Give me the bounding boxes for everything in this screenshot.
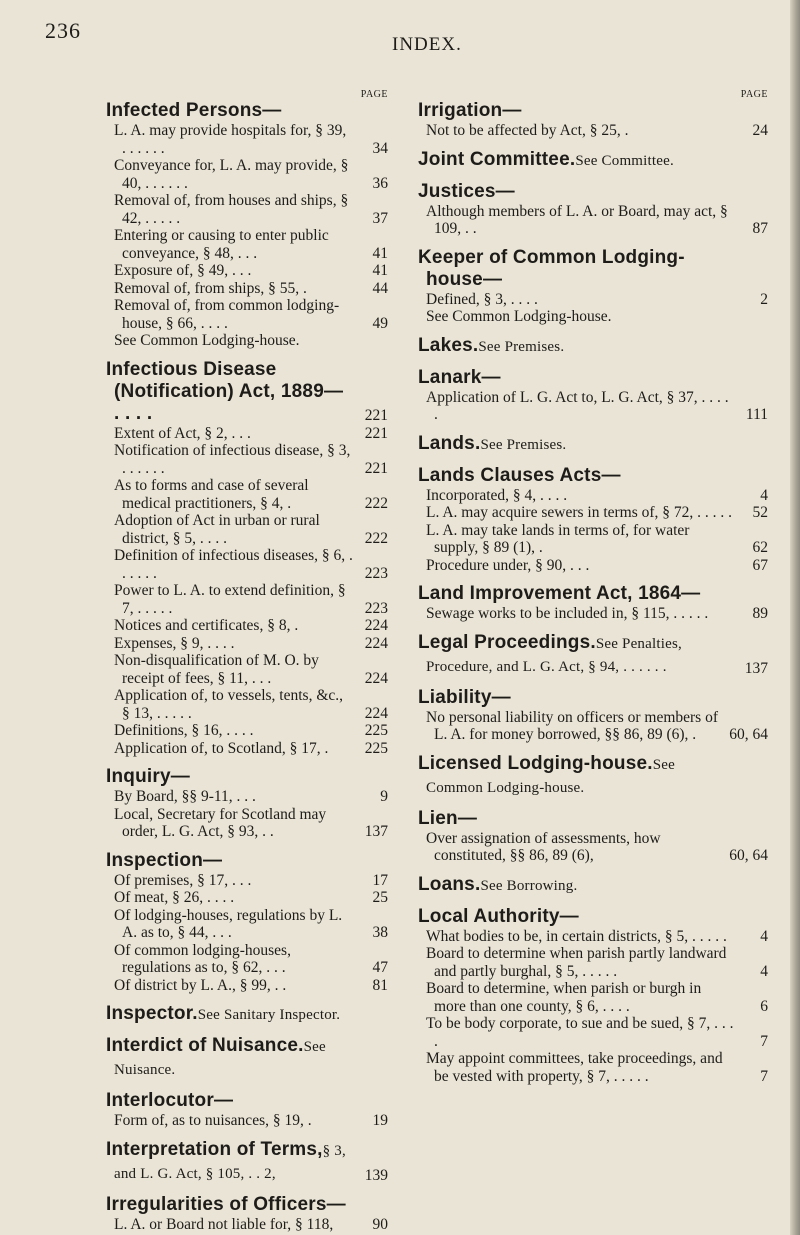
index-heading-line xyxy=(418,874,768,897)
index-heading: Lands.See Premises. xyxy=(418,432,567,454)
index-heading: Infectious Disease (Notification) Act, 1889— . . . . xyxy=(106,358,344,424)
sub-entry xyxy=(418,928,768,946)
index-entry xyxy=(418,574,768,623)
sub-entry xyxy=(106,192,388,227)
index-heading-line xyxy=(418,367,768,389)
sub-entry-text: Expenses, § 9, . . . . xyxy=(114,634,235,652)
page-reference: 223 xyxy=(364,599,388,617)
index-heading: Keeper of Common Lodging-house— xyxy=(418,246,685,290)
page-reference: 4 xyxy=(760,486,768,504)
page-reference: 4 xyxy=(760,962,768,980)
page-reference: 221 xyxy=(364,407,388,424)
sub-entry-text: May appoint committees, take proceedings, and be vested with property, § 7, . . . . . xyxy=(426,1050,723,1085)
page-reference: 2 xyxy=(760,290,768,308)
sub-entry-text: Over assignation of assessments, how constituted, §§ 86, 89 (6), xyxy=(426,829,661,864)
page-reference: 7 xyxy=(760,1032,768,1050)
index-entry xyxy=(418,424,768,456)
page-reference: 224 xyxy=(364,669,388,687)
sub-entry xyxy=(418,522,768,557)
index-entry xyxy=(418,326,768,358)
page-reference: 224 xyxy=(364,634,388,652)
index-entry xyxy=(418,678,768,744)
index-heading-line xyxy=(106,1003,388,1026)
index-heading: Lands Clauses Acts— xyxy=(418,464,621,486)
sub-entry-text: Conveyance for, L. A. may provide, § 40, . . . . . . xyxy=(114,157,349,192)
index-heading-line xyxy=(418,335,768,358)
cross-reference: See Penalties, Procedure, and L. G. Act, § 94, . . . . . . xyxy=(426,635,682,675)
index-entry xyxy=(106,841,388,995)
page-reference: 87 xyxy=(752,220,768,237)
page-reference: 24 xyxy=(752,122,768,139)
sub-entry xyxy=(106,617,388,635)
index-heading: Local Authority— xyxy=(418,905,579,927)
sub-entry xyxy=(418,487,768,505)
page-reference: 34 xyxy=(372,139,388,157)
index-column-left xyxy=(106,86,388,1233)
page-reference: 225 xyxy=(364,739,388,757)
index-heading: Lakes.See Premises. xyxy=(418,334,565,356)
sub-entry xyxy=(418,203,768,238)
index-entry xyxy=(106,350,388,758)
sub-entry-text: Sewage works to be included in, § 115, . . . . . xyxy=(426,605,709,622)
sub-entry-text: Removal of, from common lodging-house, § 66, . . . . xyxy=(114,297,340,332)
sub-entry xyxy=(106,477,388,512)
index-heading-line xyxy=(106,1194,388,1216)
page-reference: 67 xyxy=(752,556,768,574)
page-reference: 41 xyxy=(372,262,388,279)
sub-entry-text: Notification of infectious disease, § 3, . . . . . . xyxy=(114,442,351,477)
page-reference: 137 xyxy=(364,823,388,840)
index-heading-line xyxy=(418,181,768,203)
index-heading: Land Improvement Act, 1864— xyxy=(418,583,701,604)
sub-entry-text: Definition of infectious diseases, § 6, . . . . . . xyxy=(114,547,353,582)
sub-entry-text: See Common Lodging-house. xyxy=(426,308,612,325)
sub-entry-text: Of common lodging-houses, regulations as to, § 62, . . . xyxy=(114,941,291,976)
index-heading-line xyxy=(418,632,768,678)
index-entry xyxy=(106,1026,388,1081)
cross-reference: See Common Lodging-house. xyxy=(426,756,675,796)
cross-reference: See Committee. xyxy=(575,152,674,169)
index-heading-line xyxy=(418,906,768,928)
page-reference: 225 xyxy=(364,722,388,739)
index-heading: Inquiry— xyxy=(106,766,190,787)
index-entry xyxy=(418,140,768,172)
sub-entry-text: To be body corporate, to sue and be sued, § 7, . . . . xyxy=(426,1015,734,1050)
index-column-right xyxy=(418,86,768,1085)
sub-entry xyxy=(106,512,388,547)
sub-entry-text: L. A. may provide hospitals for, § 39, . . . . . . xyxy=(114,122,347,157)
index-heading: Loans.See Borrowing. xyxy=(418,873,578,895)
index-entry xyxy=(106,1130,388,1185)
index-entry xyxy=(106,1081,388,1130)
page-reference: 89 xyxy=(752,605,768,622)
sub-entry xyxy=(418,557,768,575)
page-reference: 222 xyxy=(364,494,388,512)
sub-entry xyxy=(106,977,388,995)
sub-entry xyxy=(106,1112,388,1130)
index-heading-line xyxy=(418,100,768,122)
sub-entry xyxy=(418,605,768,623)
sub-entry-text: Notices and certificates, § 8, . xyxy=(114,617,299,634)
sub-entry-text: Of lodging-houses, regulations by L. A. as to, § 44, . . . xyxy=(114,906,343,941)
sub-entry xyxy=(106,652,388,687)
sub-entry-text: Non-disqualification of M. O. by receipt of fees, § 11, . . . xyxy=(114,652,319,687)
page-reference: 7 xyxy=(760,1067,768,1085)
sub-entry-text: Board to determine when parish partly landward and partly burghal, § 5, . . . . . xyxy=(426,945,727,980)
sub-entry-text: Incorporated, § 4, . . . . xyxy=(426,486,568,504)
running-head: INDEX. xyxy=(392,34,462,55)
page-reference: 47 xyxy=(372,959,388,976)
index-heading: Lien— xyxy=(418,807,478,829)
sub-entry xyxy=(106,332,388,350)
sub-entry xyxy=(418,1015,768,1050)
sub-entry-text: Board to determine, when parish or burgh in more than one county, § 6, . . . . xyxy=(426,980,702,1015)
index-entry xyxy=(418,238,768,326)
sub-entry xyxy=(106,907,388,942)
page-reference: 222 xyxy=(364,529,388,547)
sub-entry xyxy=(418,291,768,309)
index-heading: Irrigation— xyxy=(418,100,522,121)
index-entry xyxy=(418,799,768,865)
sub-entry-text: Of district by L. A., § 99, . . xyxy=(114,976,287,994)
index-heading-line xyxy=(418,433,768,456)
sub-entry-text: Entering or causing to enter public conveyance, § 48, . . . xyxy=(114,227,329,262)
cross-reference: See Sanitary Inspector. xyxy=(197,1007,341,1023)
page-reference: 38 xyxy=(372,924,388,941)
sub-entry xyxy=(106,687,388,722)
page-reference: 224 xyxy=(364,617,388,634)
page-reference: 19 xyxy=(372,1112,388,1129)
index-heading-line xyxy=(106,1090,388,1112)
sub-entry xyxy=(106,635,388,653)
page-reference: 223 xyxy=(364,564,388,582)
sub-entry-text: Local, Secretary for Scotland may order, L. G. Act, § 93, . . xyxy=(114,805,327,840)
index-entry xyxy=(418,456,768,575)
page-reference: 60, 64 xyxy=(729,726,768,743)
sub-entry-text: See Common Lodging-house. xyxy=(114,332,300,349)
sub-entry xyxy=(418,122,768,140)
sub-entry xyxy=(106,582,388,617)
sub-entry xyxy=(418,945,768,980)
sub-entry-text: Although members of L. A. or Board, may act, § 109, . . xyxy=(426,202,728,237)
page-reference: 9 xyxy=(380,788,388,805)
page-column-label: PAGE xyxy=(360,89,388,100)
sub-entry xyxy=(106,889,388,907)
sub-entry-text: What bodies to be, in certain districts, § 5, . . . . . xyxy=(426,927,727,945)
cross-reference: See Borrowing. xyxy=(480,877,578,894)
index-heading-line xyxy=(106,100,388,122)
sub-entry-text: L. A. or Board not liable for, § 118, xyxy=(114,1215,334,1233)
page-reference: 137 xyxy=(744,660,768,677)
sub-entry xyxy=(106,1216,388,1234)
cross-reference: See Premises. xyxy=(478,338,565,355)
sub-entry xyxy=(106,425,388,443)
index-heading-line xyxy=(418,247,768,291)
cross-reference: § 3, and L. G. Act, § 105, . . 2, xyxy=(114,1142,346,1182)
sub-entry xyxy=(106,280,388,298)
index-entry xyxy=(418,897,768,1086)
index-entry xyxy=(106,994,388,1026)
index-heading: Joint Committee.See Committee. xyxy=(418,148,674,170)
sub-entry xyxy=(418,709,768,744)
sub-entry-text: Exposure of, § 49, . . . xyxy=(114,262,252,279)
sub-entry-text: Not to be affected by Act, § 25, . xyxy=(426,122,629,139)
sub-entry-text: Application of L. G. Act to, L. G. Act, § 37, . . . . . xyxy=(426,388,729,423)
page-reference: 139 xyxy=(364,1167,388,1184)
index-entry xyxy=(418,865,768,897)
sub-entry xyxy=(106,788,388,806)
index-heading-line xyxy=(418,149,768,172)
index-heading: Licensed Lodging-house.See Common Lodging-house. xyxy=(418,752,675,796)
page-reference: 111 xyxy=(745,406,768,423)
sub-entry xyxy=(106,806,388,841)
index-entry xyxy=(418,623,768,678)
index-heading: Interpretation of Terms,§ 3, and L. G. Act, § 105, . . 2, xyxy=(106,1138,346,1182)
page-reference: 62 xyxy=(752,539,768,556)
index-heading: Inspection— xyxy=(106,849,223,871)
index-heading-line xyxy=(106,1035,388,1081)
sub-entry-text: By Board, §§ 9-11, . . . xyxy=(114,788,256,805)
sub-entry-text: No personal liability on officers or members of L. A. for money borrowed, §§ 86, 89 (6), . xyxy=(426,708,718,743)
page-reference: 224 xyxy=(364,704,388,722)
sub-entry-text: Extent of Act, § 2, . . . xyxy=(114,424,251,442)
sub-entry xyxy=(106,740,388,758)
index-heading: Irregularities of Officers— xyxy=(106,1193,346,1215)
index-heading-line xyxy=(106,850,388,872)
page-reference: 90 xyxy=(372,1215,388,1233)
sub-entry xyxy=(106,872,388,890)
sub-entry-text: Adoption of Act in urban or rural district, § 5, . . . . xyxy=(114,512,320,547)
index-entry xyxy=(418,744,768,799)
sub-entry xyxy=(418,830,768,865)
page-reference: 25 xyxy=(372,889,388,906)
cross-reference: See Premises. xyxy=(480,436,567,453)
page-reference: 49 xyxy=(372,314,388,332)
sub-entry xyxy=(106,262,388,280)
index-heading-line xyxy=(418,465,768,487)
page-reference: 4 xyxy=(760,927,768,945)
index-heading: Inspector.See Sanitary Inspector. xyxy=(106,1003,341,1024)
sub-entry xyxy=(418,1050,768,1085)
page-reference: 81 xyxy=(372,976,388,994)
sub-entry xyxy=(418,308,768,326)
sub-entry-text: Application of, to Scotland, § 17, . xyxy=(114,739,329,757)
page-reference: 221 xyxy=(364,424,388,442)
page-reference: 221 xyxy=(364,459,388,477)
sub-entry-text: Defined, § 3, . . . . xyxy=(426,290,538,308)
page-reference: 17 xyxy=(372,871,388,889)
sub-entry-text: Application of, to vessels, tents, &c., § 13, . . . . . xyxy=(114,687,344,722)
sub-entry-text: Form of, as to nuisances, § 19, . xyxy=(114,1112,312,1129)
sub-entry xyxy=(106,157,388,192)
sub-entry-text: Definitions, § 16, . . . . xyxy=(114,722,254,739)
index-heading-line xyxy=(418,753,768,799)
index-heading: Interlocutor— xyxy=(106,1090,234,1111)
sub-entry xyxy=(418,389,768,424)
sub-entry-text: As to forms and case of several medical practitioners, § 4, . xyxy=(114,477,309,512)
page-reference: 37 xyxy=(372,209,388,227)
index-entry xyxy=(418,358,768,424)
sub-entry-text: L. A. may take lands in terms of, for water supply, § 89 (1), . xyxy=(426,521,690,556)
index-heading-line xyxy=(106,359,388,425)
sub-entry xyxy=(418,980,768,1015)
index-entry xyxy=(106,100,388,350)
index-heading-line xyxy=(418,583,768,605)
page-column-label: PAGE xyxy=(740,89,768,100)
sub-entry xyxy=(106,122,388,157)
index-heading-line xyxy=(418,687,768,709)
sub-entry-text: Removal of, from ships, § 55, . xyxy=(114,279,307,297)
sub-entry-text: Procedure under, § 90, . . . xyxy=(426,556,590,574)
index-heading-line xyxy=(106,766,388,788)
page-reference: 60, 64 xyxy=(729,847,768,864)
sub-entry-text: Of premises, § 17, . . . xyxy=(114,871,252,889)
index-heading: Lanark— xyxy=(418,366,501,388)
index-entry xyxy=(106,1185,388,1234)
index-heading: Infected Persons— xyxy=(106,100,282,121)
index-heading: Justices— xyxy=(418,180,515,202)
index-entry xyxy=(418,100,768,140)
page-reference: 44 xyxy=(372,279,388,297)
page-edge-shadow xyxy=(790,0,800,1235)
index-heading-line xyxy=(418,808,768,830)
index-entry xyxy=(106,757,388,841)
sub-entry-text: Power to L. A. to extend definition, § 7, . . . . . xyxy=(114,582,346,617)
page-number: 236 xyxy=(45,18,81,43)
sub-entry xyxy=(106,297,388,332)
sub-entry-text: L. A. may acquire sewers in terms of, § 72, . . . . . xyxy=(426,504,733,521)
index-entry xyxy=(418,172,768,238)
sub-entry xyxy=(106,442,388,477)
sub-entry-text: Of meat, § 26, . . . . xyxy=(114,889,235,906)
index-heading: Interdict of Nuisance.See Nuisance. xyxy=(106,1035,326,1078)
page-reference: 52 xyxy=(752,504,768,521)
sub-entry xyxy=(106,722,388,740)
sub-entry xyxy=(106,942,388,977)
page-reference: 6 xyxy=(760,997,768,1015)
page-reference: 36 xyxy=(372,174,388,192)
page-reference: 41 xyxy=(372,244,388,262)
index-heading-line xyxy=(106,1139,388,1185)
index-heading: Legal Proceedings.See Penalties, Procedure, and L. G. Act, § 94, . . . . . . xyxy=(418,631,682,675)
sub-entry xyxy=(418,504,768,522)
cross-reference: See Nuisance. xyxy=(114,1039,326,1078)
sub-entry xyxy=(106,547,388,582)
sub-entry-text: Removal of, from houses and ships, § 42, . . . . . xyxy=(114,192,349,227)
sub-entry xyxy=(106,227,388,262)
index-heading: Liability— xyxy=(418,686,511,708)
